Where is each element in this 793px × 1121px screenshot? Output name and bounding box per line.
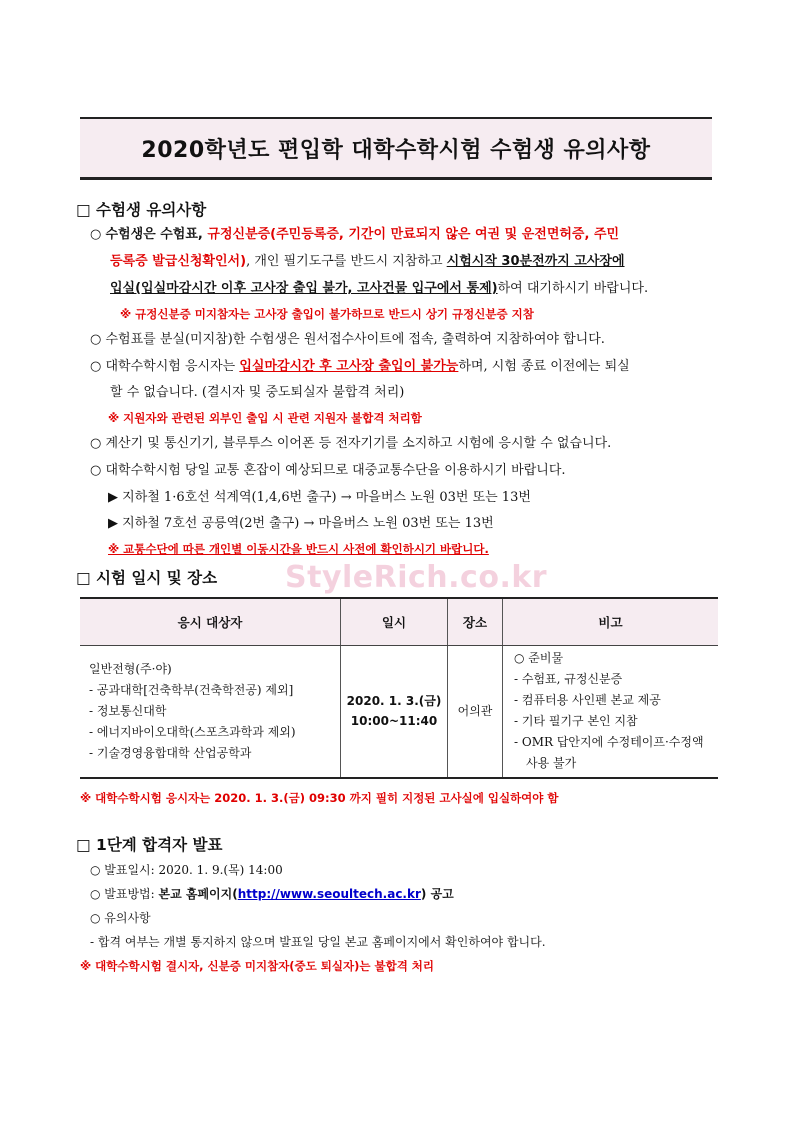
remark-line: - 수험표, 규정신분증 — [514, 672, 623, 687]
disqualification-note: ※ 대학수학시험 결시자, 신분증 미지참자(중도 퇴실자)는 불합격 처리 — [80, 959, 435, 973]
section-heading-results: □ 1단계 합격자 발표 — [76, 836, 223, 854]
notice-text: , 개인 필기도구를 반드시 지참하고 — [246, 254, 447, 269]
remark-line: - 컴퓨터용 사인펜 본교 제공 — [514, 693, 661, 708]
exam-place: 어의관 — [457, 704, 493, 719]
exam-schedule-table — [80, 597, 718, 779]
arrival-rule-text: 입실(입실마감시간 이후 고사장 출입 불가, 고사건물 입구에서 통제) — [110, 281, 498, 296]
exam-date: 2020. 1. 3.(금) — [346, 694, 442, 709]
watermark: StyleRich.co.kr — [285, 560, 548, 595]
homepage-label: 본교 홈페이지( — [158, 887, 238, 901]
results-notes-heading: ○ 유의사항 — [90, 911, 151, 925]
transit-warning-note: ※ 교통수단에 따른 개인별 이동시간을 반드시 사전에 확인하시기 바랍니다. — [108, 542, 489, 556]
header-remarks: 비고 — [503, 598, 719, 646]
notice-item-4: ○ 계산기 및 통신기기, 블루투스 이어폰 등 전자기기를 소지하고 시험에 응시할 수 없습니다. — [90, 436, 612, 451]
entry-deadline-note: ※ 대학수학시험 응시자는 2020. 1. 3.(금) 09:30 까지 필히 지정된 고사실에 입실하여야 함 — [80, 791, 559, 805]
notice-text: 수험생은 수험표, — [105, 227, 208, 242]
page-title: 2020학년도 편입학 대학수학시험 수험생 유의사항 — [141, 137, 651, 163]
id-warning-note: ※ 규정신분증 미지참자는 고사장 출입이 불가하므로 반드시 상기 규정신분증 지참 — [120, 307, 534, 321]
remark-line: - OMR 답안지에 수정테이프·수정액 — [514, 735, 704, 750]
results-method-label: ○ 발표방법: — [90, 887, 159, 901]
remark-line: ○ 준비물 — [514, 651, 564, 666]
remark-line: - 기타 필기구 본인 지참 — [514, 714, 638, 729]
header-datetime: 일시 — [341, 598, 448, 646]
title-banner — [80, 117, 712, 180]
results-notice: - 합격 여부는 개별 통지하지 않으며 발표일 당일 본교 홈페이지에서 확인하여야 합니다. — [90, 935, 546, 949]
notice-item-3-line-1 — [90, 358, 630, 376]
target-line: - 기술경영융합대학 산업공학과 — [89, 745, 252, 760]
notice-item-1-line-2 — [110, 253, 625, 271]
remarks-cell — [503, 646, 719, 778]
datetime-cell — [341, 646, 448, 778]
section-heading-notices: □ 수험생 유의사항 — [76, 201, 207, 219]
homepage-link[interactable]: http://www.seoultech.ac.kr — [237, 887, 421, 901]
header-target: 응시 대상자 — [80, 598, 341, 646]
notice-item-3-line-2: 할 수 없습니다. (결시자 및 중도퇴실자 불합격 처리) — [110, 385, 405, 400]
results-method — [90, 886, 454, 902]
notice-item-1-line-1 — [90, 226, 619, 244]
target-line: - 정보통신대학 — [89, 703, 167, 718]
target-line: - 에너지바이오대학(스포츠과학과 제외) — [89, 724, 296, 739]
section-heading-schedule: □ 시험 일시 및 장소 — [76, 569, 218, 587]
announce-label: ) 공고 — [420, 887, 454, 901]
arrival-time-text: 시험시작 30분전까지 고사장에 — [446, 254, 625, 269]
table-header-row — [80, 598, 718, 646]
place-cell — [448, 646, 503, 778]
transit-route-1: ▶ 지하철 1·6호선 석계역(1,4,6번 출구) → 마을버스 노원 03번 또는 13번 — [108, 490, 531, 505]
notice-item-1-line-3 — [110, 280, 648, 298]
id-requirement-text: 규정신분증(주민등록증, 기간이 만료되지 않은 여권 및 운전면허증, 주민 — [207, 227, 620, 242]
target-line: - 공과대학[건축학부(건축학전공) 제외] — [89, 682, 294, 697]
remark-line: 사용 불가 — [526, 756, 577, 771]
notice-text: 하여 대기하시기 바랍니다. — [497, 281, 649, 296]
notice-text: 하며, 시험 종료 이전에는 퇴실 — [458, 359, 630, 374]
results-date: ○ 발표일시: 2020. 1. 9.(목) 14:00 — [90, 863, 283, 877]
header-place: 장소 — [448, 598, 503, 646]
entry-deadline-text: 입실마감시간 후 고사장 출입이 불가능 — [239, 359, 459, 374]
exam-time: 10:00~11:40 — [350, 714, 438, 729]
notice-item-2: ○ 수험표를 분실(미지참)한 수험생은 원서접수사이트에 접속, 출력하여 지참하여야 합니다. — [90, 332, 605, 347]
target-cell — [80, 646, 341, 778]
transit-route-2: ▶ 지하철 7호선 공릉역(2번 출구) → 마을버스 노원 03번 또는 13번 — [108, 516, 494, 531]
notice-item-5: ○ 대학수학시험 당일 교통 혼잡이 예상되므로 대중교통수단을 이용하시기 바랍니다. — [90, 463, 566, 478]
outsider-warning-note: ※ 지원자와 관련된 외부인 출입 시 관련 지원자 불합격 처리함 — [108, 411, 422, 425]
table-row — [80, 646, 718, 778]
id-requirement-text-cont: 등록증 발급신청확인서) — [110, 254, 247, 269]
target-line: 일반전형(주·야) — [89, 661, 172, 676]
notice-text: ○ 대학수학시험 응시자는 — [90, 359, 240, 374]
bullet-marker: ○ — [90, 227, 102, 242]
